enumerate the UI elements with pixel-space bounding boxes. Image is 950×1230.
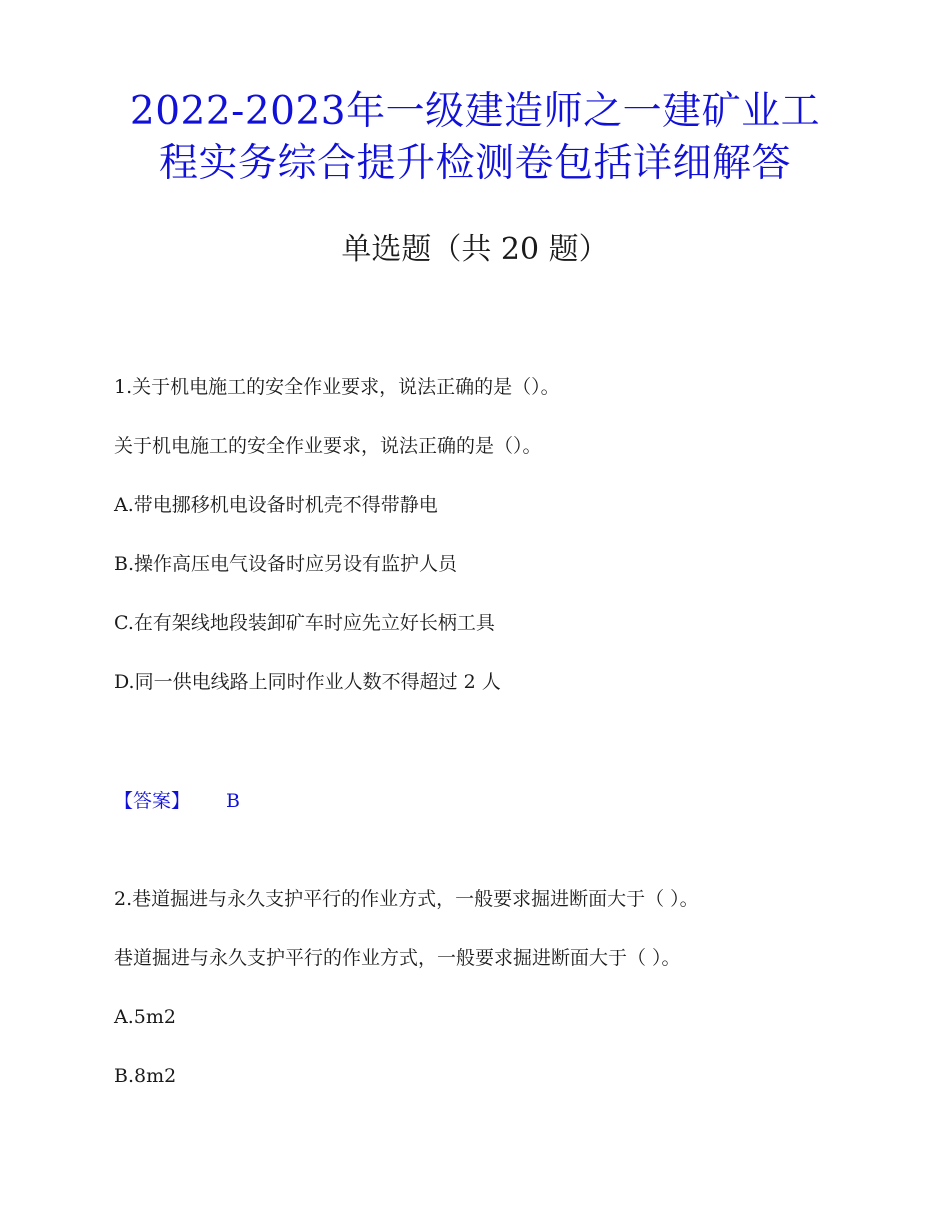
- question-2-option-b: B.8m2: [114, 1065, 177, 1087]
- question-2-stem: 2.巷道掘进与永久支护平行的作业方式，一般要求掘进断面大于（ ）。: [114, 888, 699, 910]
- question-2-option-a: A.5m2: [114, 1006, 176, 1028]
- document-title-line-1: 2022-2023年一级建造师之一建矿业工: [129, 89, 821, 134]
- document-title-line-2: 程实务综合提升检测卷包括详细解答: [158, 141, 791, 186]
- answer-value: B: [226, 790, 240, 812]
- question-1-stem: 1.关于机电施工的安全作业要求，说法正确的是（）。: [114, 376, 560, 398]
- question-1-option-d: D.同一供电线路上同时作业人数不得超过 2 人: [114, 671, 501, 693]
- question-1-option-c: C.在有架线地段装卸矿车时应先立好长柄工具: [114, 612, 495, 634]
- answer-label: 【答案】: [114, 790, 191, 812]
- section-title: 单选题（共 20 题）: [341, 232, 609, 267]
- question-2-stem-repeat: 巷道掘进与永久支护平行的作业方式，一般要求掘进断面大于（ ）。: [114, 947, 681, 969]
- question-1-option-a: A.带电挪移机电设备时机壳不得带静电: [114, 494, 438, 516]
- question-1-answer: [114, 788, 240, 814]
- document-title: [60, 86, 890, 190]
- question-1-stem-repeat: 关于机电施工的安全作业要求，说法正确的是（）。: [114, 435, 542, 457]
- question-1-option-b: B.操作高压电气设备时应另设有监护人员: [114, 553, 458, 575]
